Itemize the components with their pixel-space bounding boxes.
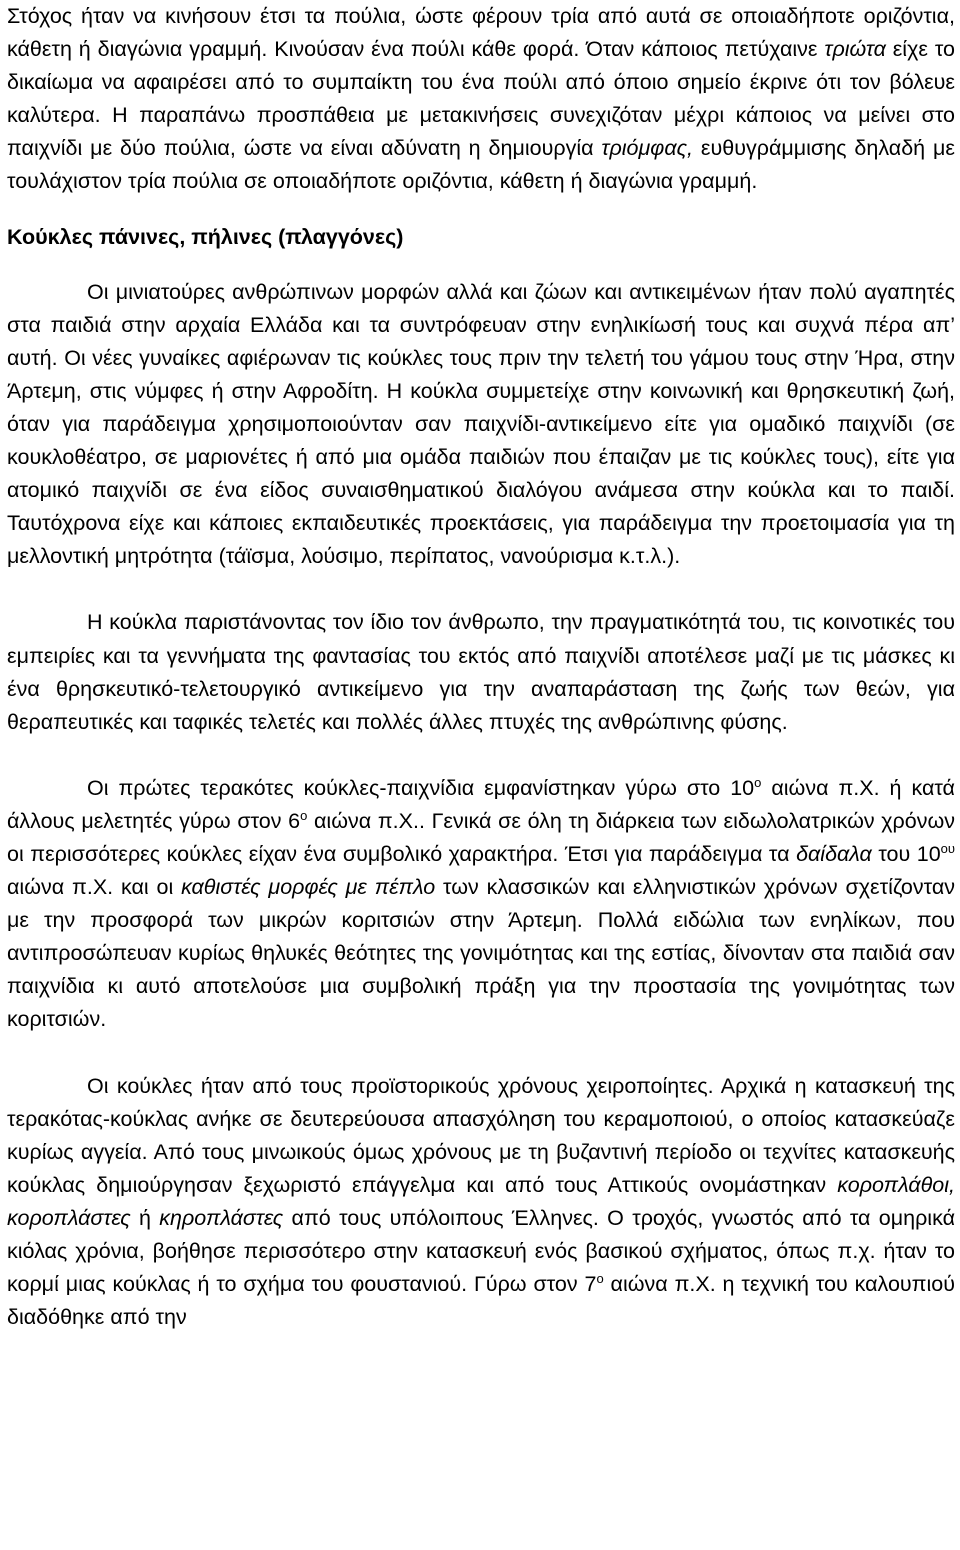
text: των κλασσικών και ελληνιστικών χρόνων σχετίζονταν με την προσφορά των μικρών κοριτσιών στην Άρτεμη. Πολλά ειδώλια των ενηλίκων, που αντιπροσώπευαν κυρίως θηλυκές θεότητες της γονιμότητας και της εστίας, δίνονταν στα παιδιά σαν παιχνίδια κι αυτό αποτελούσε μια συμβολική πράξη για την προστασία της γονιμότητας των κοριτσιών. (7, 875, 956, 1032)
document-page (7, 0, 955, 1334)
text: ή (130, 1205, 160, 1230)
text: αιώνα π.Χ.. Γενικά σε όλη τη διάρκεια των ειδωλολατρικών χρόνων οι περισσότερες κούκλες είχαν ένα συμβολικό χαρακτήρα. Έτσι για παράδειγμα τα (7, 808, 956, 866)
superscript: ο (754, 774, 762, 790)
emphasis-term: δαίδαλα (796, 841, 872, 866)
text: αιώνα π.Χ. η τεχνική του καλουπιού διαδόθηκε από την (7, 1272, 955, 1330)
text: Οι κούκλες ήταν από τους προϊστορικούς χρόνους χειροποίητες. Αρχικά η κατασκευή της τερακότας-κούκλας ανήκε σε δευτερεύουσα απασχόληση του κεραμοποιού, ο οποίος κατασκεύαζε κυρίως αγγεία. Από τους μινωικούς όμως χρόνους με τη βυζαντινή περίοδο οι τεχνίτες κατασκευής κούκλας δημιούργησαν ξεχωριστό επάγγελμα και από τους Αττικούς ονομάστηκαν (7, 1073, 955, 1197)
text: αιώνα π.Χ. ή κατά άλλους μελετητές γύρω στον 6 (7, 775, 955, 833)
superscript: ο (300, 807, 308, 823)
paragraph-terracotta-dolls (7, 772, 955, 1037)
emphasis-term: τριώτα (824, 37, 886, 62)
emphasis-term: κηροπλάστες (159, 1205, 284, 1230)
text: Οι μινιατούρες ανθρώπινων μορφών αλλά και ζώων και αντικειμένων ήταν πολύ αγαπητές στα παιδιά στην αρχαία Ελλάδα και τα συντρόφευαν στην ενηλικίωσή τους και συχνά πέρα απ’ αυτή. Οι νέες γυναίκες αφιέρωναν τις κούκλες τους πριν την τελετή του γάμου τους στην Ήρα, στην Άρτεμη, στις νύμφες ή στην Αφροδίτη. Η κούκλα συμμετείχε στην κοινωνική και θρησκευτική ζωή, όταν για παράδειγμα χρησιμοποιούνταν σαν παιχνίδι-αντικείμενο είτε για ομαδικό παιχνίδι (σε κουκλοθέατρο, σε μαριονέτες ή από μια ομάδα παιδιών που έπαιζαν με τις κούκλες τους), είτε για ατομικό παιχνίδι σε ένα είδος συναισθηματικού διαλόγου ανάμεσα στην κούκλα και το παιδί. Ταυτόχρονα είχε και κάποιες εκπαιδευτικές προεκτάσεις, για παράδειγμα την προετοιμασία για τη μελλοντική μητρότητα (τάϊσμα, λούσιμο, περίπατος, νανούρισμα κ.τ.λ.). (7, 279, 955, 569)
emphasis-term: κοροπλάθοι, κοροπλάστες (7, 1172, 955, 1230)
text: Η κούκλα παριστάνοντας τον ίδιο τον άνθρωπο, την πραγματικότητά του, τις κοινοτικές του εμπειρίες και τα γεννήματα της φαντασίας του εκτός από παιχνίδι αποτέλεσε μαζί με τις μάσκες κι ένα θρησκευτικό-τελετουργικό αντικείμενο για την αναπαράσταση της ζωής των θεών, για θεραπευτικές και ταφικές τελετές και πολλές άλλες πτυχές της ανθρώπινης φύσης. (7, 610, 955, 734)
paragraph-game-rules (7, 0, 955, 199)
paragraph-dolls-intro (7, 276, 955, 574)
text: Οι πρώτες τερακότες κούκλες-παιχνίδια εμφανίστηκαν γύρω στο 10 (87, 775, 755, 800)
text: του 10 (871, 841, 941, 866)
emphasis-term: καθιστές μορφές με πέπλο (181, 875, 436, 900)
text: ευθυγράμμισης δηλαδή με τουλάχιστον τρία πούλια σε οποιαδήποτε οριζόντια, κάθετη ή διαγώνια γραμμή. (7, 136, 955, 194)
text: από τους υπόλοιπους Έλληνες. Ο τροχός, γνωστός από τα ομηρικά κιόλας χρόνια, βοήθησε περισσότερο στην κατασκευή ενός βασικού σχήματος, όπως π.χ. ήταν το κορμί μιας κούκλας ή το σχήμα του φουστανιού. Γύρω στον 7 (7, 1205, 956, 1297)
superscript: ου (940, 840, 956, 856)
text: Στόχος ήταν να κινήσουν έτσι τα πούλια, ώστε φέρουν τρία από αυτά σε οποιαδήποτε οριζόντια, κάθετη ή διαγώνια γραμμή. Κινούσαν ένα πούλι κάθε φορά. Όταν κάποιος πετύχαινε (7, 4, 955, 62)
superscript: ο (596, 1270, 604, 1286)
emphasis-term: τριόμφας, (601, 136, 694, 161)
paragraph-doll-representation (7, 606, 955, 738)
paragraph-doll-making (7, 1070, 955, 1335)
text: αιώνα π.Χ. και οι (7, 875, 182, 900)
text: είχε το δικαίωμα να αφαιρέσει από το συμπαίκτη του ένα πούλι από όποιο σημείο έκρινε ότι τον βόλευε καλύτερα. Η παραπάνω προσπάθεια με μετακινήσεις συνεχιζόταν μέχρι κάποιος να μείνει στο παιχνίδι με δύο πούλια, ώστε να είναι αδύνατη η δημιουργία (7, 37, 956, 161)
section-heading: Κούκλες πάνινες, πήλινες (πλαγγόνες) (7, 224, 404, 249)
